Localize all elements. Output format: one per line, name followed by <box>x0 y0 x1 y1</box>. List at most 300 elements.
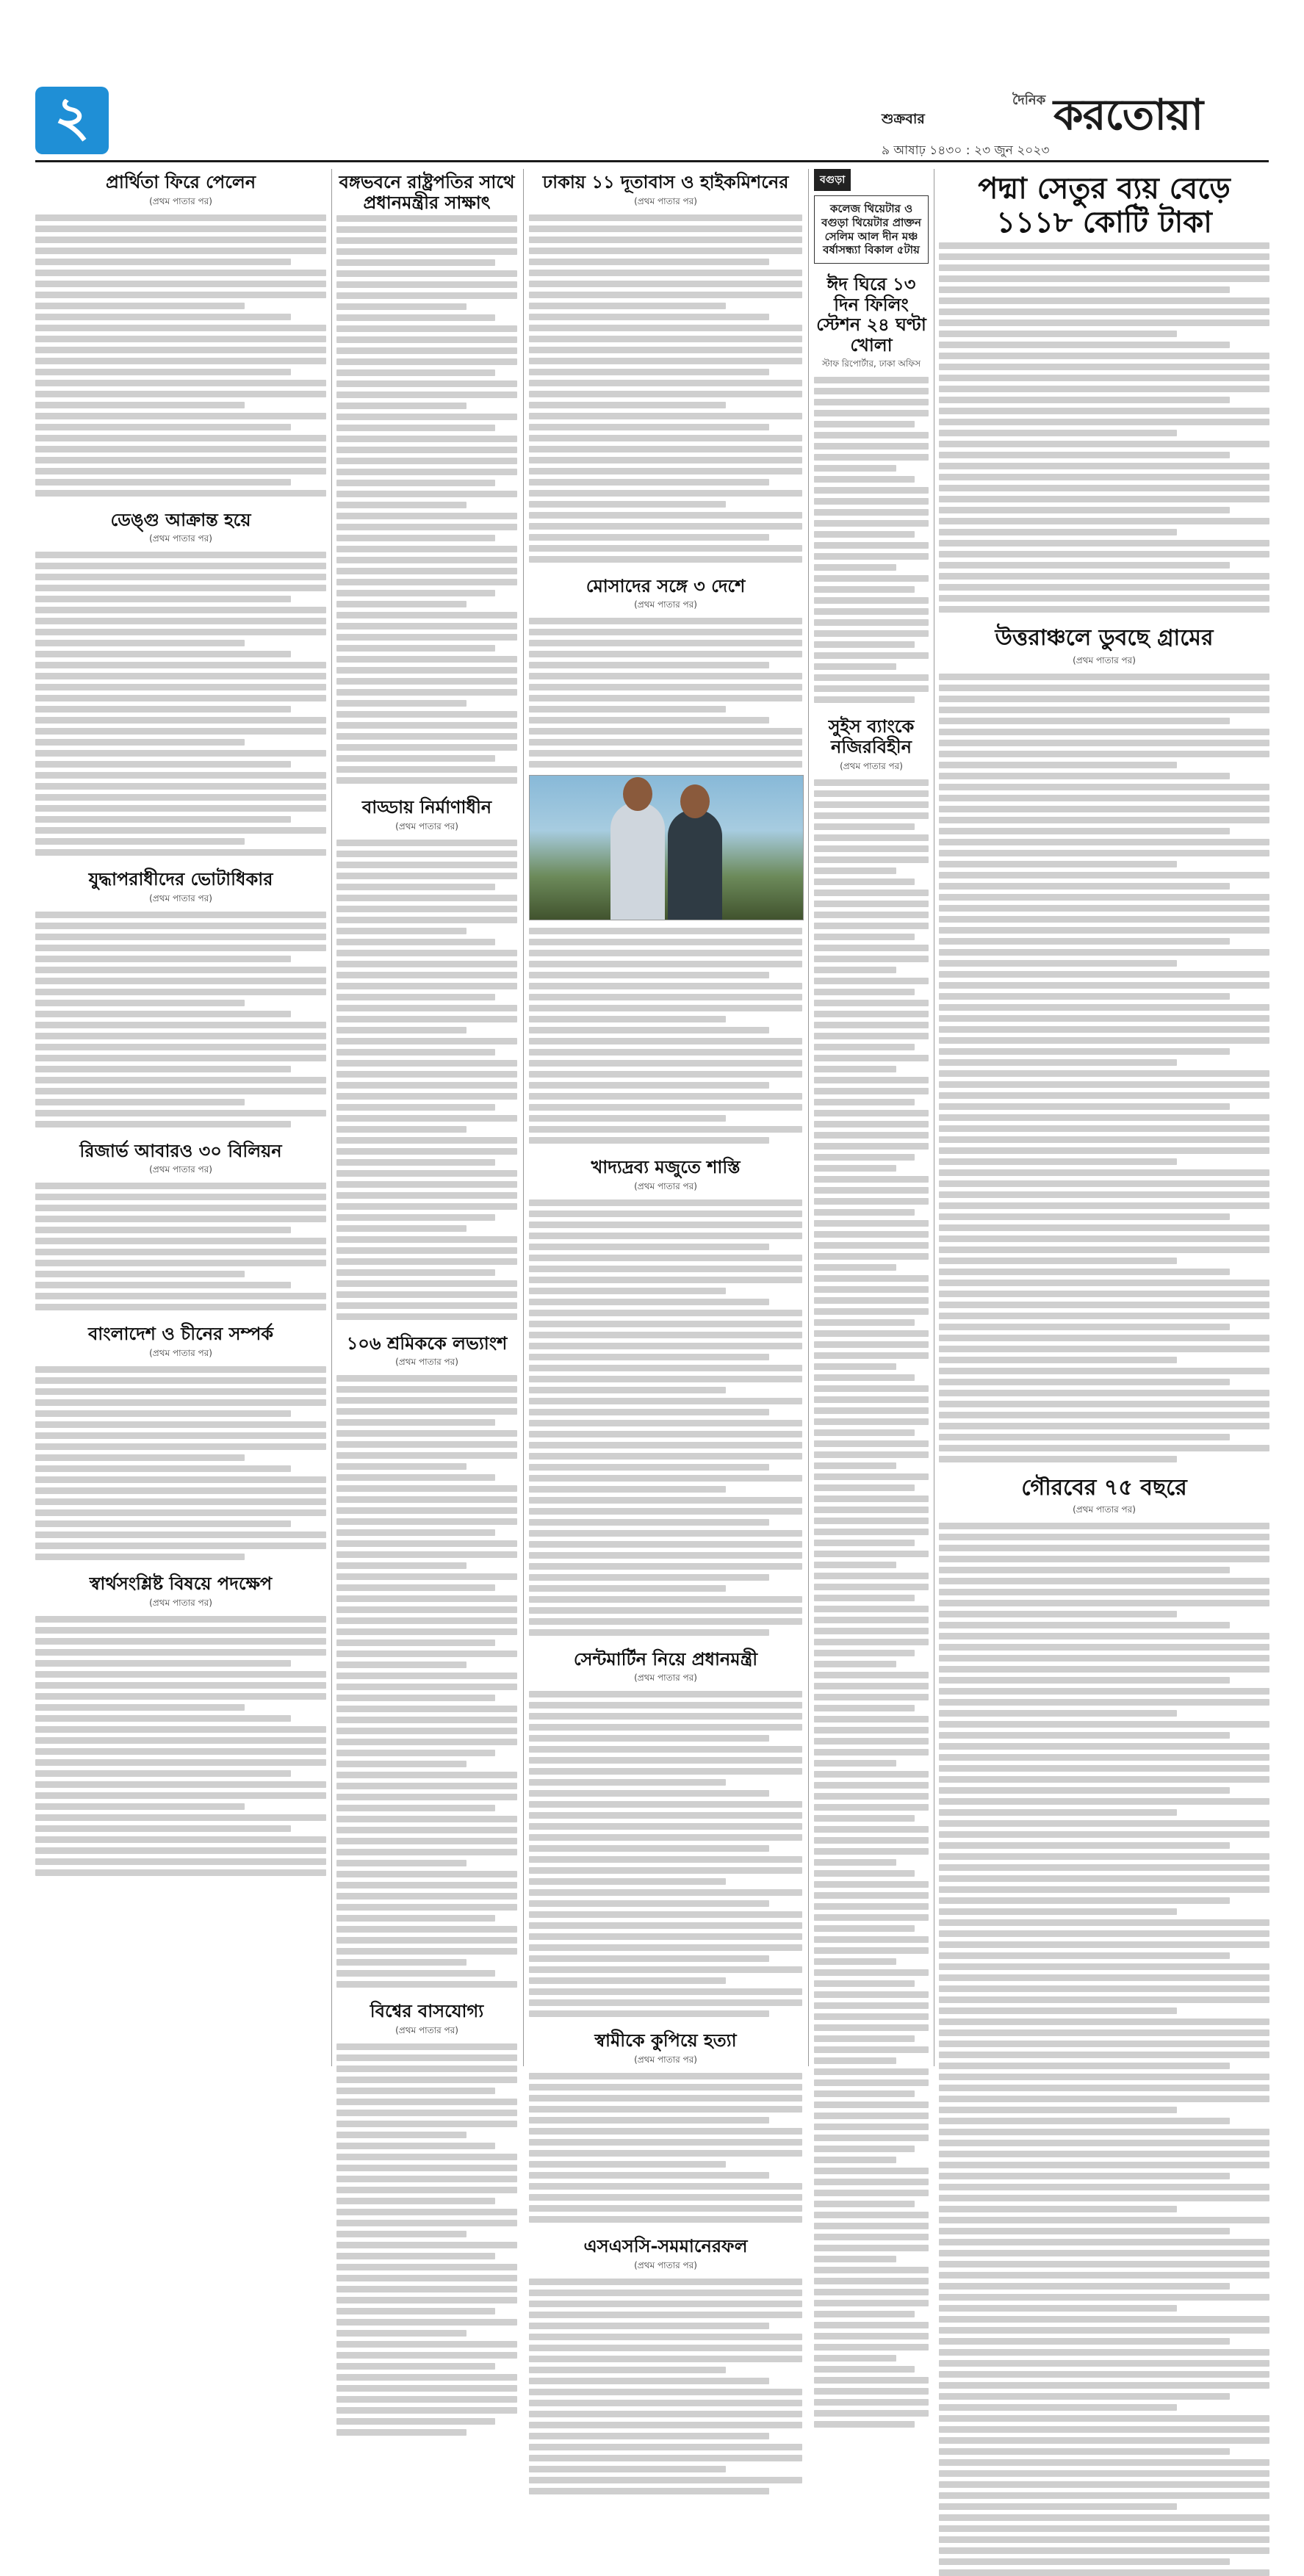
text-line <box>336 2242 517 2248</box>
text-line <box>529 1541 802 1548</box>
text-line <box>529 214 802 221</box>
text-line <box>529 1834 802 1841</box>
text-line <box>336 513 517 519</box>
text-line <box>529 1299 769 1305</box>
text-line <box>529 1823 802 1830</box>
text-line <box>35 1410 291 1417</box>
text-line <box>529 2161 726 2168</box>
text-line <box>336 1662 467 1668</box>
text-line <box>814 2311 915 2317</box>
text-line <box>939 2118 1230 2124</box>
text-line <box>814 1330 929 1337</box>
text-line <box>336 270 517 277</box>
story-kicker: (প্রথম পাতার পর) <box>529 2054 802 2068</box>
text-line <box>336 1082 517 1089</box>
text-line <box>814 1881 929 1888</box>
text-line <box>336 1584 495 1591</box>
story-headline: সুইস ব্যাংকে নজিরবিহীন <box>814 716 929 757</box>
text-line <box>35 761 291 768</box>
text-line <box>336 1650 517 1657</box>
text-line <box>336 2352 517 2359</box>
news-story <box>35 1324 326 1560</box>
text-line <box>529 2073 802 2079</box>
text-line <box>336 1628 517 1635</box>
news-story <box>35 1141 326 1311</box>
text-line <box>35 1660 291 1667</box>
text-line <box>336 1970 495 1977</box>
text-line <box>35 1000 245 1006</box>
text-line <box>529 629 802 635</box>
text-line <box>336 535 495 541</box>
text-line <box>814 1088 929 1094</box>
news-story <box>529 576 802 1144</box>
text-line <box>939 1390 1269 1396</box>
text-line <box>939 375 1269 381</box>
text-line <box>814 2002 929 2009</box>
text-line <box>529 2279 802 2285</box>
photo-figure <box>680 784 710 818</box>
text-line <box>336 1463 467 1470</box>
text-line <box>336 1816 517 1822</box>
news-story <box>529 172 802 563</box>
text-line <box>814 1749 929 1756</box>
text-line <box>35 695 326 701</box>
text-line <box>814 1055 929 1061</box>
text-line <box>336 447 517 453</box>
text-line <box>529 1486 726 1493</box>
text-line <box>336 1639 495 1646</box>
story-headline: ঈদ ঘিরে ১৩ দিন ফিলিং স্টেশন ২৪ ঘণ্টা খোলা <box>814 274 929 355</box>
text-line <box>939 2525 1269 2532</box>
text-line <box>529 1596 802 1603</box>
text-line <box>814 1661 896 1667</box>
text-line <box>529 2139 802 2146</box>
text-line <box>336 414 517 420</box>
text-line <box>529 2010 769 2017</box>
text-line <box>939 1611 1177 1617</box>
text-line <box>529 2117 769 2124</box>
text-line <box>939 2349 1269 2356</box>
text-line <box>814 1198 929 1205</box>
text-line <box>939 2371 1269 2378</box>
text-line <box>814 2223 929 2229</box>
text-line <box>529 1845 769 1852</box>
text-line <box>336 2286 517 2292</box>
text-line <box>35 468 326 475</box>
text-line <box>35 347 326 353</box>
text-line <box>814 1396 929 1403</box>
text-line <box>529 1027 769 1033</box>
text-line <box>336 458 517 464</box>
text-line <box>814 1484 915 1491</box>
text-line <box>336 2187 517 2193</box>
text-line <box>336 667 517 674</box>
text-line <box>336 1904 517 1911</box>
text-line <box>939 529 1177 535</box>
text-line <box>336 1926 517 1933</box>
text-line <box>814 1022 929 1028</box>
story-kicker: (প্রথম পাতার পর) <box>529 599 802 613</box>
text-line <box>35 1121 291 1128</box>
text-line <box>336 1225 467 1232</box>
text-line <box>336 2264 517 2270</box>
text-line <box>336 1159 495 1166</box>
story-kicker: (প্রথম পাতার পর) <box>336 1356 517 1371</box>
story-kicker: (প্রথম পাতার পর) <box>35 892 326 907</box>
text-line <box>939 1710 1177 1717</box>
text-line <box>939 364 1269 370</box>
story-kicker: (প্রথম পাতার পর) <box>336 820 517 835</box>
text-line <box>939 430 1177 436</box>
text-line <box>336 314 495 321</box>
text-line <box>35 1693 326 1700</box>
text-line <box>336 579 517 585</box>
text-line <box>35 1443 326 1450</box>
text-line <box>35 1616 326 1623</box>
text-line <box>336 1794 517 1800</box>
logo-prefix: দৈনিক <box>1012 90 1045 112</box>
text-line <box>336 1203 517 1210</box>
text-line <box>529 640 802 646</box>
text-line <box>35 706 291 712</box>
text-line <box>939 971 1269 978</box>
text-line <box>939 2261 1269 2267</box>
text-line <box>939 2217 1269 2223</box>
text-line <box>35 1792 326 1799</box>
story-headline: ১০৬ শ্রমিককে লভ্যাংশ <box>336 1333 517 1354</box>
text-line <box>336 2374 517 2381</box>
news-story <box>939 1476 1269 2576</box>
text-line <box>814 1540 915 1546</box>
text-line <box>814 1242 929 1249</box>
text-line <box>35 1781 326 1788</box>
story-body <box>35 214 326 497</box>
text-line <box>529 534 769 541</box>
text-line <box>336 2330 467 2337</box>
text-line <box>939 1423 1269 1429</box>
text-line <box>939 1037 1269 1044</box>
text-line <box>529 1398 802 1404</box>
text-line <box>814 1275 929 1282</box>
text-line <box>529 237 802 243</box>
text-line <box>35 684 326 690</box>
text-line <box>814 2377 929 2384</box>
text-line <box>939 595 1269 602</box>
text-line <box>814 1451 929 1458</box>
text-line <box>939 584 1269 591</box>
text-line <box>336 2043 517 2050</box>
text-line <box>336 1673 517 1679</box>
text-line <box>336 1170 517 1177</box>
story-kicker: (প্রথম পাতার পর) <box>529 1672 802 1686</box>
text-line <box>939 1677 1230 1684</box>
text-line <box>35 1814 326 1821</box>
text-line <box>529 1724 802 1731</box>
text-line <box>939 2415 1269 2422</box>
story-body <box>35 1616 326 1876</box>
text-line <box>939 2030 1269 2036</box>
text-line <box>814 1165 896 1172</box>
text-line <box>35 651 291 657</box>
bogura-tag: বগুড়া <box>814 169 851 191</box>
text-line <box>35 380 326 386</box>
text-line <box>814 432 929 439</box>
text-line <box>336 1706 517 1712</box>
text-line <box>35 783 326 790</box>
text-line <box>336 961 517 967</box>
text-line <box>336 215 517 222</box>
text-line <box>939 982 1269 989</box>
text-line <box>939 1291 1269 1297</box>
text-line <box>939 1600 1269 1606</box>
text-line <box>336 1005 517 1011</box>
text-line <box>336 1838 517 1844</box>
text-line <box>814 1473 929 1480</box>
text-line <box>529 1126 802 1133</box>
text-line <box>336 1126 467 1133</box>
text-line <box>336 2418 495 2425</box>
text-line <box>939 2470 1269 2477</box>
text-line <box>529 1812 802 1819</box>
text-line <box>35 1260 326 1266</box>
text-line <box>814 901 929 907</box>
text-line <box>814 1870 915 1877</box>
text-line <box>336 840 517 846</box>
text-line <box>336 2077 517 2083</box>
text-line <box>529 761 802 768</box>
text-line <box>939 496 1269 502</box>
text-line <box>336 2066 517 2072</box>
text-line <box>529 2433 769 2439</box>
text-line <box>336 1071 517 1078</box>
text-line <box>939 2481 1269 2488</box>
text-line <box>939 2393 1230 2400</box>
text-line <box>336 557 517 563</box>
text-line <box>939 993 1230 1000</box>
text-line <box>336 1595 517 1602</box>
text-line <box>814 967 896 973</box>
text-line <box>35 1748 326 1755</box>
column-4 <box>814 169 929 2066</box>
story-headline: স্বার্থসংশ্লিষ্ট বিষয়ে পদক্ষেপ <box>35 1573 326 1594</box>
text-line <box>35 1088 326 1094</box>
text-line <box>939 916 1269 923</box>
text-line <box>814 1077 929 1083</box>
text-line <box>529 1266 802 1272</box>
text-line <box>529 391 802 397</box>
text-line <box>529 1988 802 1995</box>
text-line <box>529 1713 802 1720</box>
text-line <box>336 2341 517 2348</box>
text-line <box>336 1860 467 1866</box>
text-line <box>529 1222 802 1228</box>
text-line <box>35 849 326 856</box>
text-line <box>336 1507 517 1514</box>
text-line <box>814 1859 896 1866</box>
text-line <box>35 552 326 558</box>
text-line <box>814 1253 929 1260</box>
text-line <box>814 1110 929 1116</box>
text-line <box>939 1776 1269 1783</box>
text-line <box>814 823 915 830</box>
news-story <box>336 1333 517 1988</box>
text-line <box>35 1282 291 1288</box>
text-line <box>336 1192 517 1199</box>
text-line <box>35 1759 326 1766</box>
text-line <box>336 1518 517 1525</box>
text-line <box>939 309 1269 315</box>
text-line <box>939 707 1269 713</box>
text-line <box>529 1442 802 1448</box>
text-line <box>529 1497 802 1504</box>
text-line <box>529 1288 726 1294</box>
text-line <box>939 1985 1269 1992</box>
text-line <box>814 1429 915 1436</box>
text-line <box>35 369 291 375</box>
text-line <box>529 1552 802 1559</box>
text-line <box>336 1739 517 1745</box>
news-story <box>939 626 1269 1462</box>
story-body <box>814 779 929 2428</box>
text-line <box>814 1628 929 1634</box>
news-story <box>529 2236 802 2494</box>
text-line <box>336 884 495 890</box>
text-line <box>35 1377 326 1384</box>
text-line <box>336 1137 517 1144</box>
text-line <box>529 1409 769 1415</box>
event-notice <box>814 195 929 264</box>
text-line <box>35 1110 326 1116</box>
story-headline: এসএসসি-সমমানেরফল <box>529 2236 802 2256</box>
text-line <box>814 1606 929 1612</box>
text-line <box>529 2455 802 2461</box>
text-line <box>814 2013 929 2020</box>
column-3 <box>529 169 802 2066</box>
text-line <box>336 292 517 299</box>
text-line <box>336 1181 517 1188</box>
text-line <box>529 2290 802 2296</box>
text-line <box>939 751 1269 757</box>
text-line <box>529 2444 802 2450</box>
text-line <box>939 2514 1269 2521</box>
text-line <box>35 292 326 298</box>
text-line <box>35 607 326 613</box>
text-line <box>814 1573 929 1579</box>
text-line <box>529 1530 802 1537</box>
text-line <box>529 1255 802 1261</box>
news-story <box>35 172 326 497</box>
news-story <box>814 716 929 2427</box>
text-line <box>814 2146 915 2152</box>
text-line <box>939 1919 1269 1926</box>
text-line <box>35 838 245 845</box>
text-line <box>336 722 517 729</box>
text-line <box>939 1644 1269 1650</box>
text-line <box>35 446 326 452</box>
story-body <box>939 1523 1269 2576</box>
story-headline: বিশ্বের বাসযোগ্য <box>336 2001 517 2021</box>
text-line <box>529 1629 769 1636</box>
text-line <box>529 1211 802 1217</box>
text-line <box>336 2110 517 2116</box>
text-line <box>35 1627 326 1634</box>
text-line <box>939 674 1269 680</box>
text-line <box>336 950 517 956</box>
text-line <box>529 259 769 265</box>
text-line <box>939 2239 1269 2245</box>
text-line <box>529 1966 802 1973</box>
text-line <box>529 2411 802 2417</box>
text-line <box>939 562 1230 569</box>
text-line <box>939 2305 1177 2312</box>
text-line <box>529 983 802 989</box>
text-line <box>336 425 495 431</box>
text-line <box>529 1199 802 1206</box>
text-line <box>939 938 1230 945</box>
day-label: শুক্রবার <box>882 109 925 132</box>
story-body <box>336 1375 517 1988</box>
text-line <box>939 1379 1230 1385</box>
text-line <box>336 1827 517 1833</box>
text-line <box>35 1465 291 1472</box>
text-line <box>336 2363 495 2370</box>
text-line <box>529 2150 802 2157</box>
text-line <box>529 662 769 668</box>
text-line <box>939 1996 1269 2003</box>
news-story <box>336 2001 517 2436</box>
text-line <box>336 1027 467 1033</box>
text-line <box>529 1233 802 1239</box>
text-line <box>336 1148 517 1155</box>
text-line <box>336 1430 517 1437</box>
text-line <box>336 1452 517 1459</box>
text-line <box>35 978 326 984</box>
story-headline: খাদ্যদ্রব্য মজুতে শাস্তি <box>529 1157 802 1177</box>
story-kicker: (প্রথম পাতার পর) <box>529 195 802 210</box>
story-kicker: (প্রথম পাতার পর) <box>814 760 929 775</box>
text-line <box>939 540 1269 546</box>
text-line <box>814 1000 929 1006</box>
text-line <box>939 1434 1230 1440</box>
text-line <box>336 766 517 773</box>
text-line <box>814 1892 929 1899</box>
text-line <box>35 1476 326 1483</box>
text-line <box>814 2168 929 2174</box>
text-line <box>35 1399 326 1406</box>
text-line <box>939 1445 1269 1451</box>
news-story <box>336 172 517 784</box>
text-line <box>939 2018 1269 2025</box>
text-line <box>336 392 517 398</box>
text-line <box>529 2084 802 2090</box>
text-line <box>529 2216 802 2223</box>
text-line <box>529 1244 769 1250</box>
text-line <box>336 612 517 618</box>
text-line <box>529 2345 802 2351</box>
text-line <box>814 890 929 896</box>
text-line <box>939 2316 1269 2323</box>
text-line <box>336 436 517 442</box>
text-line <box>336 469 517 475</box>
photo-figure <box>668 809 722 920</box>
text-line <box>529 2422 802 2428</box>
text-line <box>336 678 517 685</box>
story-kicker: (প্রথম পাতার পর) <box>35 1163 326 1178</box>
text-line <box>336 2385 517 2392</box>
story-headline: বাংলাদেশ ও চীনের সম্পর্ক <box>35 1324 326 1344</box>
text-line <box>939 2338 1230 2345</box>
text-line <box>35 391 326 397</box>
